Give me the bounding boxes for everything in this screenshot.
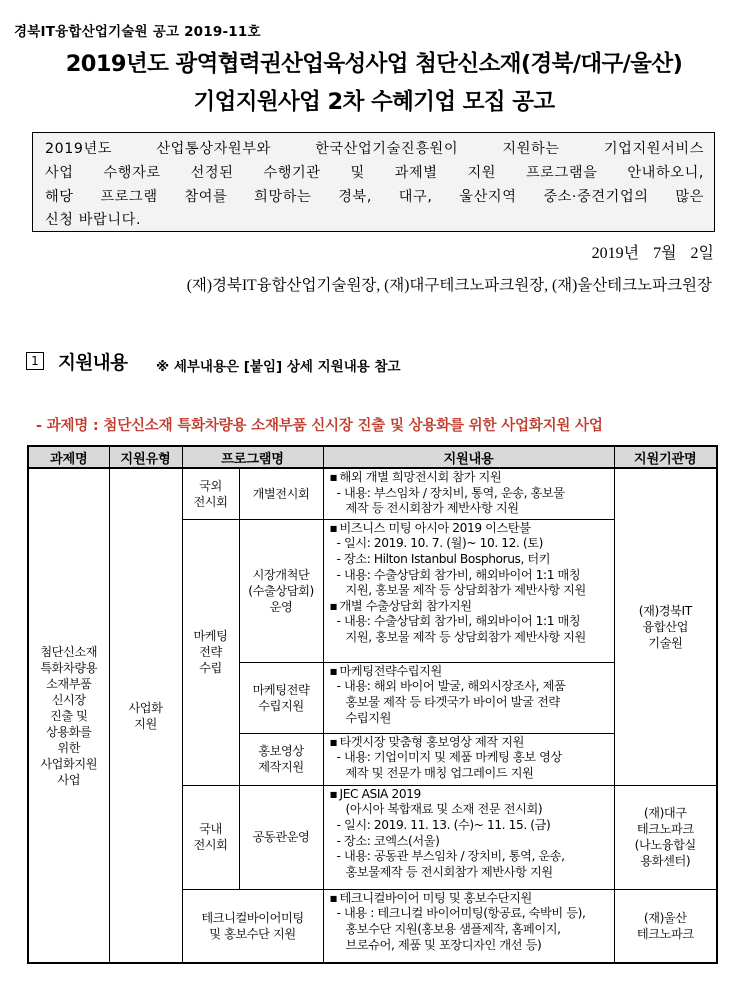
- detail-market-pioneering: [323, 519, 614, 662]
- detail-overseas: [323, 468, 614, 519]
- agency-gyeongbuk: [614, 468, 717, 785]
- program-technical-buyer: [182, 889, 323, 963]
- detail-line: 지원, 홍보물 제작 등 상담회참가 제반사항 지원: [345, 629, 586, 644]
- cell-line: 위한: [57, 740, 81, 755]
- program-marketing-strategy: [239, 662, 323, 733]
- cell-line: 마케팅: [193, 629, 228, 644]
- cell-line: 시장개척단: [252, 567, 310, 582]
- agency-daegu: [614, 785, 717, 889]
- program-market-pioneering: [239, 519, 323, 662]
- bullet-item: ▪ JEC ASIA 2019: [330, 787, 610, 803]
- detail-domestic: [323, 785, 614, 889]
- header-type: 지원유형: [109, 446, 182, 468]
- table-row: [28, 468, 717, 519]
- detail-technical-buyer: [323, 889, 614, 963]
- detail-line: 제작 등 전시회참가 제반사항 지원: [345, 501, 519, 516]
- cell-line: 소재부품: [46, 676, 92, 691]
- cell-line: 특화차량용: [40, 660, 98, 675]
- cell-line: 사업화지원: [40, 756, 98, 771]
- support-type-cell: [109, 468, 182, 963]
- bullet-item: ▪ 개별 수출상담회 참가지원: [330, 599, 610, 615]
- header-detail: 지원내용: [323, 446, 614, 468]
- detail-promo-video: [323, 733, 614, 785]
- cell-line: 수립: [199, 661, 222, 676]
- detail-line: - 내용: 해외 바이어 발굴, 해외시장조사, 제품: [336, 679, 566, 694]
- cell-line: 전시회: [193, 838, 228, 853]
- notice-date: 2019년 7월 2일: [591, 245, 714, 262]
- detail-line: (아시아 복합재료 및 소재 전문 전시회): [345, 802, 543, 817]
- detail-line: - 일시: 2019. 10. 7. (월)~ 10. 12. (토): [336, 536, 544, 551]
- detail-line: 홍보수단 지원(홍보용 샘플제작, 홈페이지,: [345, 921, 561, 936]
- detail-marketing-strategy: [323, 662, 614, 733]
- cell-line: 테크니컬바이어미팅: [201, 911, 304, 926]
- task-name-cell: [28, 468, 109, 963]
- issuing-agencies: (재)경북IT융합산업기술원장, (재)대구테크노파크원장, (재)울산테크노파크원장: [186, 277, 712, 294]
- intro-box: [32, 132, 715, 232]
- header-agency: 지원기관명: [614, 446, 717, 468]
- task-name-line: - 과제명 : 첨단신소재 특화차량용 소재부품 신시장 진출 및 상용화를 위한 사업화지원 사업: [36, 418, 603, 434]
- cell-line: 홍보영상: [258, 744, 304, 759]
- cell-line: 첨단신소재: [40, 644, 98, 659]
- cell-line: 마케팅전략: [252, 682, 310, 697]
- section-title: 지원내용: [58, 353, 128, 374]
- intro-line: 2019년도 산업통상자원부와 한국산업기술진흥원이 지원하는 기업지원서비스: [45, 141, 704, 157]
- program-joint-pavilion: 공동관운영: [239, 785, 323, 889]
- cell-line: 진출 및: [49, 708, 88, 723]
- cell-line: 및 홍보수단 지원: [209, 927, 296, 942]
- intro-line: 해당 프로그램 참여를 희망하는 경북, 대구, 울산지역 중소·중견기업의 많은: [45, 188, 704, 205]
- section-note: ※ 세부내용은 [붙임] 상세 지원내용 참고: [156, 359, 401, 375]
- cell-line: (나노융합실: [634, 838, 696, 853]
- cell-line: (재)경북IT: [638, 603, 692, 618]
- category-domestic: [182, 785, 239, 889]
- cell-line: 테크노파크: [636, 822, 694, 837]
- cell-line: (수출상담회): [248, 583, 314, 598]
- bullet-item: ▪ 마케팅전략수립지원: [330, 664, 610, 680]
- category-marketing: [182, 519, 239, 785]
- support-table: [27, 445, 718, 964]
- cell-line: 신시장: [51, 692, 86, 707]
- cell-line: 사업: [57, 772, 81, 787]
- page-subtitle: 기업지원사업 2차 수혜기업 모집 공고: [193, 89, 555, 115]
- detail-line: - 장소: Hilton Istanbul Bosphorus, 터키: [336, 551, 551, 566]
- bullet-item: ▪ 해외 개별 희망전시회 참가 지원: [330, 470, 610, 486]
- detail-line: - 내용: 부스임차 / 장치비, 통역, 운송, 홍보물: [336, 485, 565, 500]
- intro-line: 신청 바랍니다.: [45, 212, 142, 229]
- detail-line: - 내용 : 테크니컬 바이어미팅(항공료, 숙박비 등),: [336, 906, 586, 921]
- detail-line: 지원, 홍보물 제작 등 상담회참가 제반사항 지원: [345, 583, 586, 598]
- cell-line: (재)울산: [643, 911, 687, 926]
- detail-line: 제작 및 전문가 매칭 업그레이드 지원: [345, 765, 534, 780]
- cell-line: 용화센터): [640, 854, 691, 869]
- bullet-item: ▪ 테크니컬바이어 미팅 및 홍보수단지원: [330, 891, 610, 907]
- cell-line: 국내: [199, 822, 222, 837]
- detail-line: - 내용: 기업이미지 및 제품 마케팅 홍보 영상: [336, 750, 562, 765]
- cell-line: 융합산업: [642, 619, 689, 634]
- cell-line: 지원: [134, 716, 157, 731]
- notice-number: 경북IT융합산업기술원 공고 2019-11호: [14, 24, 261, 40]
- header-task: 과제명: [28, 446, 109, 468]
- table-header-row: [28, 446, 717, 468]
- detail-line: - 내용: 공동관 부스임차 / 장치비, 통역, 운송,: [336, 849, 565, 864]
- cell-line: 기술원: [648, 635, 683, 650]
- cell-line: (재)대구: [643, 806, 687, 821]
- cell-line: 국외: [199, 478, 222, 493]
- detail-line: 홍보물제작 등 전시회참가 제반사항 지원: [345, 864, 553, 879]
- detail-line: 홍보물 제작 등 타겟국가 바이어 발굴 전략: [345, 694, 560, 709]
- cell-line: 전략: [199, 645, 222, 660]
- cell-line: 테크노파크: [636, 927, 694, 942]
- detail-line: - 장소: 코엑스(서울): [336, 833, 440, 848]
- category-overseas: [182, 468, 239, 519]
- page-title: 2019년도 광역협력권산업육성사업 첨단신소재(경북/대구/울산): [65, 51, 683, 77]
- program-promo-video: [239, 733, 323, 785]
- detail-line: - 일시: 2019. 11. 13. (수)~ 11. 15. (금): [336, 817, 551, 832]
- cell-line: 운영: [269, 599, 293, 614]
- cell-line: 전시회: [193, 494, 228, 509]
- intro-line: 사업 수행자로 선정된 수행기관 및 과제별 지원 프로그램을 안내하오니,: [45, 164, 704, 181]
- program-individual-exhibition: 개별전시회: [239, 468, 323, 519]
- cell-line: 사업화: [128, 700, 163, 715]
- bullet-item: ▪ 타겟시장 맞춤형 홍보영상 제작 지원: [330, 735, 610, 751]
- detail-line: - 내용: 수출상담회 참가비, 해외바이어 1:1 매칭: [336, 567, 581, 582]
- bullet-item: ▪ 비즈니스 미팅 아시아 2019 이스탄불: [330, 521, 610, 537]
- section-number-box: 1: [26, 352, 44, 370]
- cell-line: 수립지원: [258, 698, 304, 713]
- cell-line: 상용화를: [46, 724, 92, 739]
- detail-line: 브로슈어, 제품 및 포장디자인 개선 등): [345, 937, 542, 952]
- agency-ulsan: [614, 889, 717, 963]
- detail-line: - 내용: 수출상담회 참가비, 해외바이어 1:1 매칭: [336, 614, 581, 629]
- cell-line: 제작지원: [258, 760, 304, 775]
- detail-line: 수립지원: [345, 710, 392, 725]
- header-program: 프로그램명: [182, 446, 323, 468]
